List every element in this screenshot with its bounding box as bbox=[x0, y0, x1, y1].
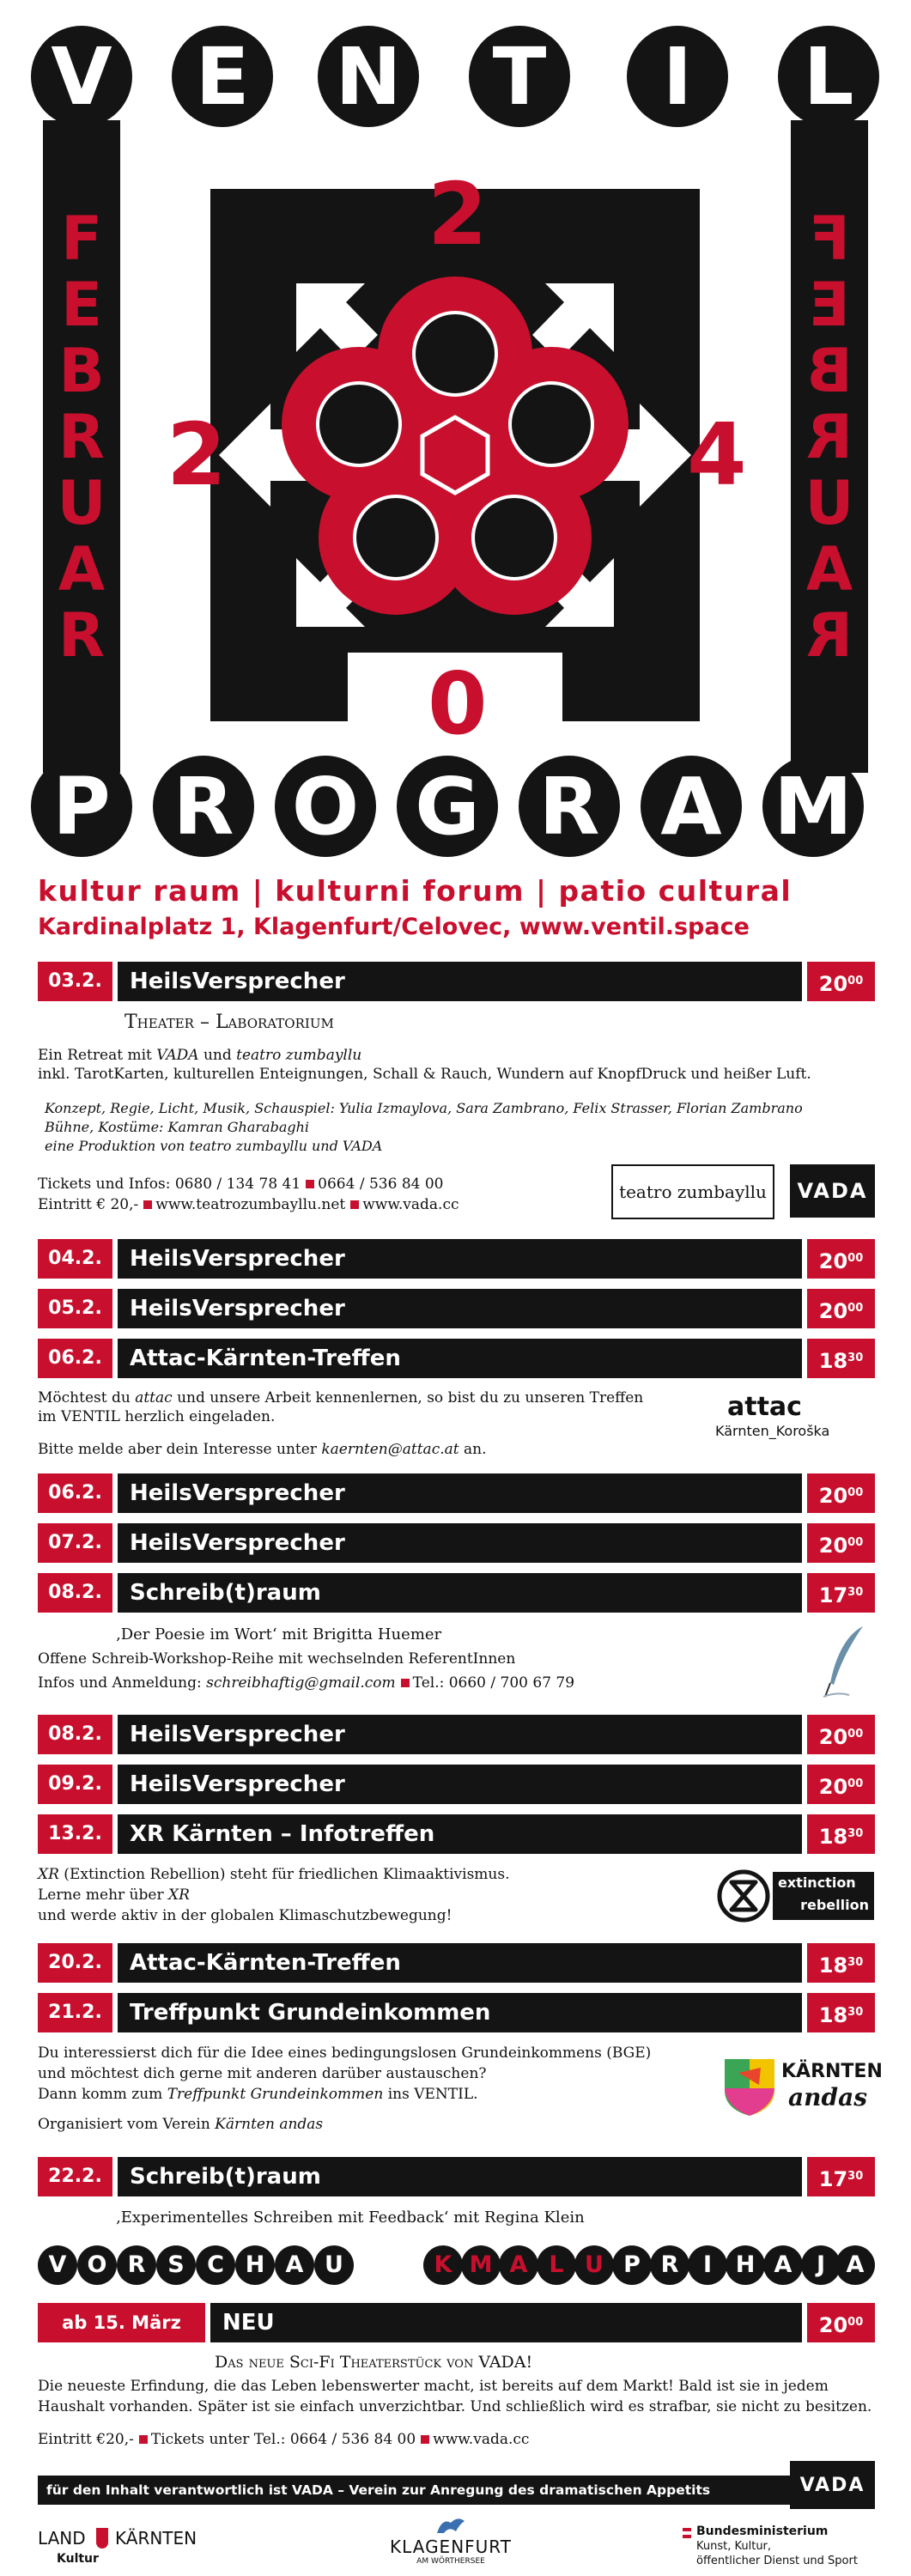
year-digit-top: 2 bbox=[428, 164, 488, 264]
title-letter: V bbox=[31, 26, 132, 127]
event-date: 07.2. bbox=[38, 1523, 112, 1563]
event-date: 13.2. bbox=[38, 1814, 112, 1854]
event-title: Treffpunkt Grundeinkommen bbox=[118, 1993, 802, 2032]
event-date: 06.2. bbox=[38, 1473, 112, 1513]
event-title: HeilsVersprecher bbox=[118, 1473, 802, 1513]
program-letter: R bbox=[519, 756, 620, 857]
event-date: 06.2. bbox=[38, 1339, 112, 1378]
title-letter: I bbox=[627, 26, 728, 127]
klagenfurt-logo: KLAGENFURT AM WÖRTHERSEE bbox=[378, 2514, 524, 2574]
kmaluprihaja-heading bbox=[423, 2245, 875, 2285]
heading-letter: H bbox=[726, 2245, 765, 2285]
event-date: 03.2. bbox=[38, 962, 112, 1001]
program-letter: P bbox=[31, 756, 132, 857]
heading-letter: L bbox=[537, 2245, 576, 2285]
event-row bbox=[38, 1573, 875, 1613]
vada-link[interactable]: www.vada.cc bbox=[433, 2431, 530, 2448]
event-time: $20^{00}$ bbox=[807, 1715, 875, 1754]
program-letter: M bbox=[762, 756, 864, 857]
month-letter: R bbox=[58, 402, 105, 472]
month-letter: U bbox=[57, 468, 106, 538]
event-row bbox=[38, 1715, 875, 1754]
feather-pen-icon bbox=[820, 1623, 872, 1700]
xr-link[interactable]: XR bbox=[167, 1886, 190, 1904]
responsibility-bar: für den Inhalt verantwortlich ist VADA – Verein zur Anregung des dramatischen Appetits bbox=[38, 2476, 828, 2505]
dragon-icon bbox=[434, 2514, 468, 2537]
event-time: $17^{30}$ bbox=[807, 1573, 875, 1613]
event-title: HeilsVersprecher bbox=[118, 962, 802, 1001]
event-time: $18^{30}$ bbox=[807, 1943, 875, 1983]
attac-logo: attac Kärnten_Koroška bbox=[715, 1392, 830, 1439]
land-kaernten-logo: LAND KÄRNTEN Kultur bbox=[38, 2528, 197, 2566]
event-description: ‚Der Poesie im Wort‘ mit Brigitta Huemer bbox=[116, 1625, 442, 1643]
event-date: 05.2. bbox=[38, 1289, 112, 1328]
event-description: Möchtest du attac und unsere Arbeit kennenlernen, so bist du zu unseren Treffen bbox=[38, 1389, 644, 1406]
event-row bbox=[38, 1239, 875, 1279]
event-description: und möchtest dich gerne mit anderen darüber austauschen? bbox=[38, 2065, 487, 2082]
event-credits: eine Produktion von teatro zumbayllu und VADA bbox=[45, 1138, 383, 1154]
hourglass-icon bbox=[716, 1868, 771, 1923]
event-row bbox=[38, 1473, 875, 1513]
event-date: ab 15. März bbox=[38, 2303, 205, 2342]
event-time: $20^{00}$ bbox=[807, 962, 875, 1001]
vorschau-heading bbox=[38, 2245, 354, 2285]
preview-description: Haushalt vorhanden. Später ist sie einfach unverzichtbar. Und schließlich wird es strafbar, sie nicht zu besitzen. bbox=[38, 2398, 872, 2415]
event-time: $18^{30}$ bbox=[807, 1339, 875, 1378]
heading-letter: V bbox=[38, 2245, 77, 2285]
austria-flag-icon bbox=[683, 2528, 691, 2538]
event-row bbox=[38, 1339, 875, 1378]
program-letter: G bbox=[397, 756, 498, 857]
event-row bbox=[38, 2157, 875, 2196]
event-time: $20^{00}$ bbox=[807, 2303, 875, 2342]
vada-logo: VADA bbox=[790, 2461, 875, 2509]
month-letter: A bbox=[58, 534, 106, 605]
title-letter: T bbox=[469, 26, 570, 127]
program-letter: R bbox=[153, 756, 254, 857]
title-letter: L bbox=[778, 26, 879, 127]
event-description: Dann komm zum Treffpunkt Grundeinkommen ins VENTIL. bbox=[38, 2086, 478, 2103]
teatro-zumbayllu-logo: teatro zumbayllu bbox=[611, 1164, 774, 1219]
event-title: Attac-Kärnten-Treffen bbox=[118, 1943, 802, 1983]
event-title: Attac-Kärnten-Treffen bbox=[118, 1339, 802, 1378]
event-description: Lerne mehr über XR bbox=[38, 1886, 190, 1904]
extinction-rebellion-logo: extinction rebellion bbox=[716, 1865, 875, 1927]
event-row bbox=[38, 1523, 875, 1563]
event-title: Schreib(t)raum bbox=[118, 2157, 802, 2196]
event-row bbox=[38, 962, 875, 1001]
heading-letter: A bbox=[275, 2245, 314, 2285]
heading-letter: M bbox=[461, 2245, 501, 2285]
preview-heading: Das neue Sci-Fi Theaterstück von VADA! bbox=[215, 2353, 533, 2372]
heading-letter: S bbox=[156, 2245, 196, 2285]
preview-description: Die neueste Erfindung, die das Leben lebenswerter macht, ist bereits auf dem Markt! Bald ist sie in jedem bbox=[38, 2378, 829, 2395]
event-description: Du interessierst dich für die Idee eines bedingungslosen Grundeinkommens (BGE) bbox=[38, 2044, 652, 2062]
teatro-link[interactable]: www.teatrozumbayllu.net bbox=[155, 1196, 346, 1213]
month-letter-mirrored: B bbox=[806, 336, 853, 406]
month-letter-mirrored: A bbox=[805, 534, 853, 605]
event-description: Offene Schreib-Workshop-Reihe mit wechselnden ReferentInnen bbox=[38, 1650, 516, 1668]
event-time: $18^{30}$ bbox=[807, 1993, 875, 2032]
event-credits: Bühne, Kostüme: Kamran Gharabaghi bbox=[45, 1119, 310, 1135]
year-digit-left: 2 bbox=[167, 404, 227, 505]
month-letter: E bbox=[61, 270, 102, 340]
heading-letter: A bbox=[499, 2245, 538, 2285]
event-time: $18^{30}$ bbox=[807, 1814, 875, 1854]
preview-entry: Eintritt €20,- Tickets unter Tel.: 0664 / 536 84 00 www.vada.cc bbox=[38, 2431, 530, 2448]
preview-event-row bbox=[38, 2303, 875, 2342]
event-tickets: Tickets und Infos: 0680 / 134 78 41 0664 / 536 84 00 bbox=[38, 1176, 444, 1193]
heading-letter: O bbox=[77, 2245, 117, 2285]
event-row bbox=[38, 1765, 875, 1804]
event-credits: Konzept, Regie, Licht, Musik, Schauspiel: Yulia Izmaylova, Sara Zambrano, Felix Strasser, Florian Zambrano bbox=[45, 1100, 803, 1116]
event-description: Organisiert vom Verein Kärnten andas bbox=[38, 2116, 324, 2133]
venue-subtitle: kultur raum | kulturni forum | patio cultural bbox=[38, 874, 793, 908]
month-letter: F bbox=[61, 204, 102, 274]
event-row bbox=[38, 1814, 875, 1854]
event-time: $17^{30}$ bbox=[807, 2157, 875, 2196]
program-letter: A bbox=[641, 756, 742, 857]
venue-address: Kardinalplatz 1, Klagenfurt/Celovec, www.ventil.space bbox=[38, 914, 750, 940]
attac-email-link[interactable]: kaernten@attac.at bbox=[321, 1441, 459, 1458]
year-digit-bottom: 0 bbox=[428, 653, 488, 754]
heading-letter: K bbox=[423, 2245, 463, 2285]
event-date: 08.2. bbox=[38, 1573, 112, 1613]
month-letter-mirrored: R bbox=[806, 402, 853, 472]
bundesministerium-logo: Bundesministerium Kunst, Kultur, öffentlicher Dienst und Sport bbox=[683, 2524, 880, 2574]
month-letter-mirrored: F bbox=[809, 204, 850, 274]
event-description: und werde aktiv in der globalen Klimaschutzbewegung! bbox=[38, 1907, 452, 1924]
shield-icon bbox=[721, 2056, 778, 2117]
event-date: 04.2. bbox=[38, 1239, 112, 1279]
heading-letter: R bbox=[650, 2245, 689, 2285]
event-time: $20^{00}$ bbox=[807, 1473, 875, 1513]
title-letter: N bbox=[318, 26, 419, 127]
event-title: XR Kärnten – Infotreffen bbox=[118, 1814, 802, 1854]
event-date: 09.2. bbox=[38, 1765, 112, 1804]
event-description: XR (Extinction Rebellion) steht für friedlichen Klimaaktivismus. bbox=[38, 1866, 510, 1883]
heading-letter: I bbox=[688, 2245, 727, 2285]
heading-letter: C bbox=[196, 2245, 235, 2285]
event-time: $20^{00}$ bbox=[807, 1289, 875, 1328]
event-description: Infos und Anmeldung: schreibhaftig@gmail.com Tel.: 0660 / 700 67 79 bbox=[38, 1674, 575, 1692]
month-letter-mirrored: U bbox=[805, 468, 854, 538]
poster-header bbox=[0, 0, 911, 876]
month-letter-mirrored: R bbox=[806, 600, 853, 671]
heading-letter: R bbox=[117, 2245, 156, 2285]
heading-letter: J bbox=[801, 2245, 841, 2285]
event-title: HeilsVersprecher bbox=[118, 1523, 802, 1563]
month-letter: R bbox=[58, 600, 105, 671]
event-time: $20^{00}$ bbox=[807, 1239, 875, 1279]
year-digit-right: 4 bbox=[687, 404, 747, 505]
month-letter-mirrored: E bbox=[809, 270, 850, 340]
event-title: HeilsVersprecher bbox=[118, 1715, 802, 1754]
event-row bbox=[38, 1993, 875, 2032]
heading-letter: P bbox=[612, 2245, 652, 2285]
kaernten-andas-logo: KÄRNTEN andas bbox=[721, 2052, 876, 2121]
heading-letter: H bbox=[235, 2245, 275, 2285]
event-entry: Eintritt € 20,- www.teatrozumbayllu.net www.vada.cc bbox=[38, 1196, 459, 1213]
heading-letter: U bbox=[314, 2245, 354, 2285]
program-letter: O bbox=[275, 756, 376, 857]
vada-link[interactable]: www.vada.cc bbox=[362, 1196, 459, 1213]
event-title: HeilsVersprecher bbox=[118, 1239, 802, 1279]
heading-letter: A bbox=[763, 2245, 803, 2285]
event-description: Bitte melde aber dein Interesse unter kaernten@attac.at an. bbox=[38, 1441, 487, 1458]
schreib-email-link[interactable]: schreibhaftig@gmail.com bbox=[206, 1674, 396, 1692]
event-description: ‚Experimentelles Schreiben mit Feedback‘ mit Regina Klein bbox=[116, 2208, 585, 2227]
event-row bbox=[38, 1289, 875, 1328]
event-time: $20^{00}$ bbox=[807, 1765, 875, 1804]
coat-of-arms-icon bbox=[96, 2528, 108, 2549]
event-time: $20^{00}$ bbox=[807, 1523, 875, 1563]
event-date: 21.2. bbox=[38, 1993, 112, 2032]
month-letter: B bbox=[58, 336, 105, 406]
event-title: Schreib(t)raum bbox=[118, 1573, 802, 1613]
event-title: NEU bbox=[210, 2303, 802, 2342]
heading-letter: A bbox=[835, 2245, 875, 2285]
vada-logo: VADA bbox=[790, 1164, 875, 1218]
heading-letter: U bbox=[574, 2245, 614, 2285]
event-date: 22.2. bbox=[38, 2157, 112, 2196]
title-letter: E bbox=[172, 26, 273, 127]
event-date: 20.2. bbox=[38, 1943, 112, 1983]
event-title: HeilsVersprecher bbox=[118, 1765, 802, 1804]
event-date: 08.2. bbox=[38, 1715, 112, 1754]
event-description: Ein Retreat mit VADA und teatro zumbayllu bbox=[38, 1047, 362, 1064]
event-row bbox=[38, 1943, 875, 1983]
section-heading: Theater – Laboratorium bbox=[125, 1012, 334, 1033]
event-title: HeilsVersprecher bbox=[118, 1289, 802, 1328]
event-description: im VENTIL herzlich eingeladen. bbox=[38, 1408, 276, 1425]
event-description: inkl. TarotKarten, kulturellen Enteignungen, Schall & Rauch, Wundern auf KnopfDruck und heißer Luft. bbox=[38, 1066, 811, 1083]
